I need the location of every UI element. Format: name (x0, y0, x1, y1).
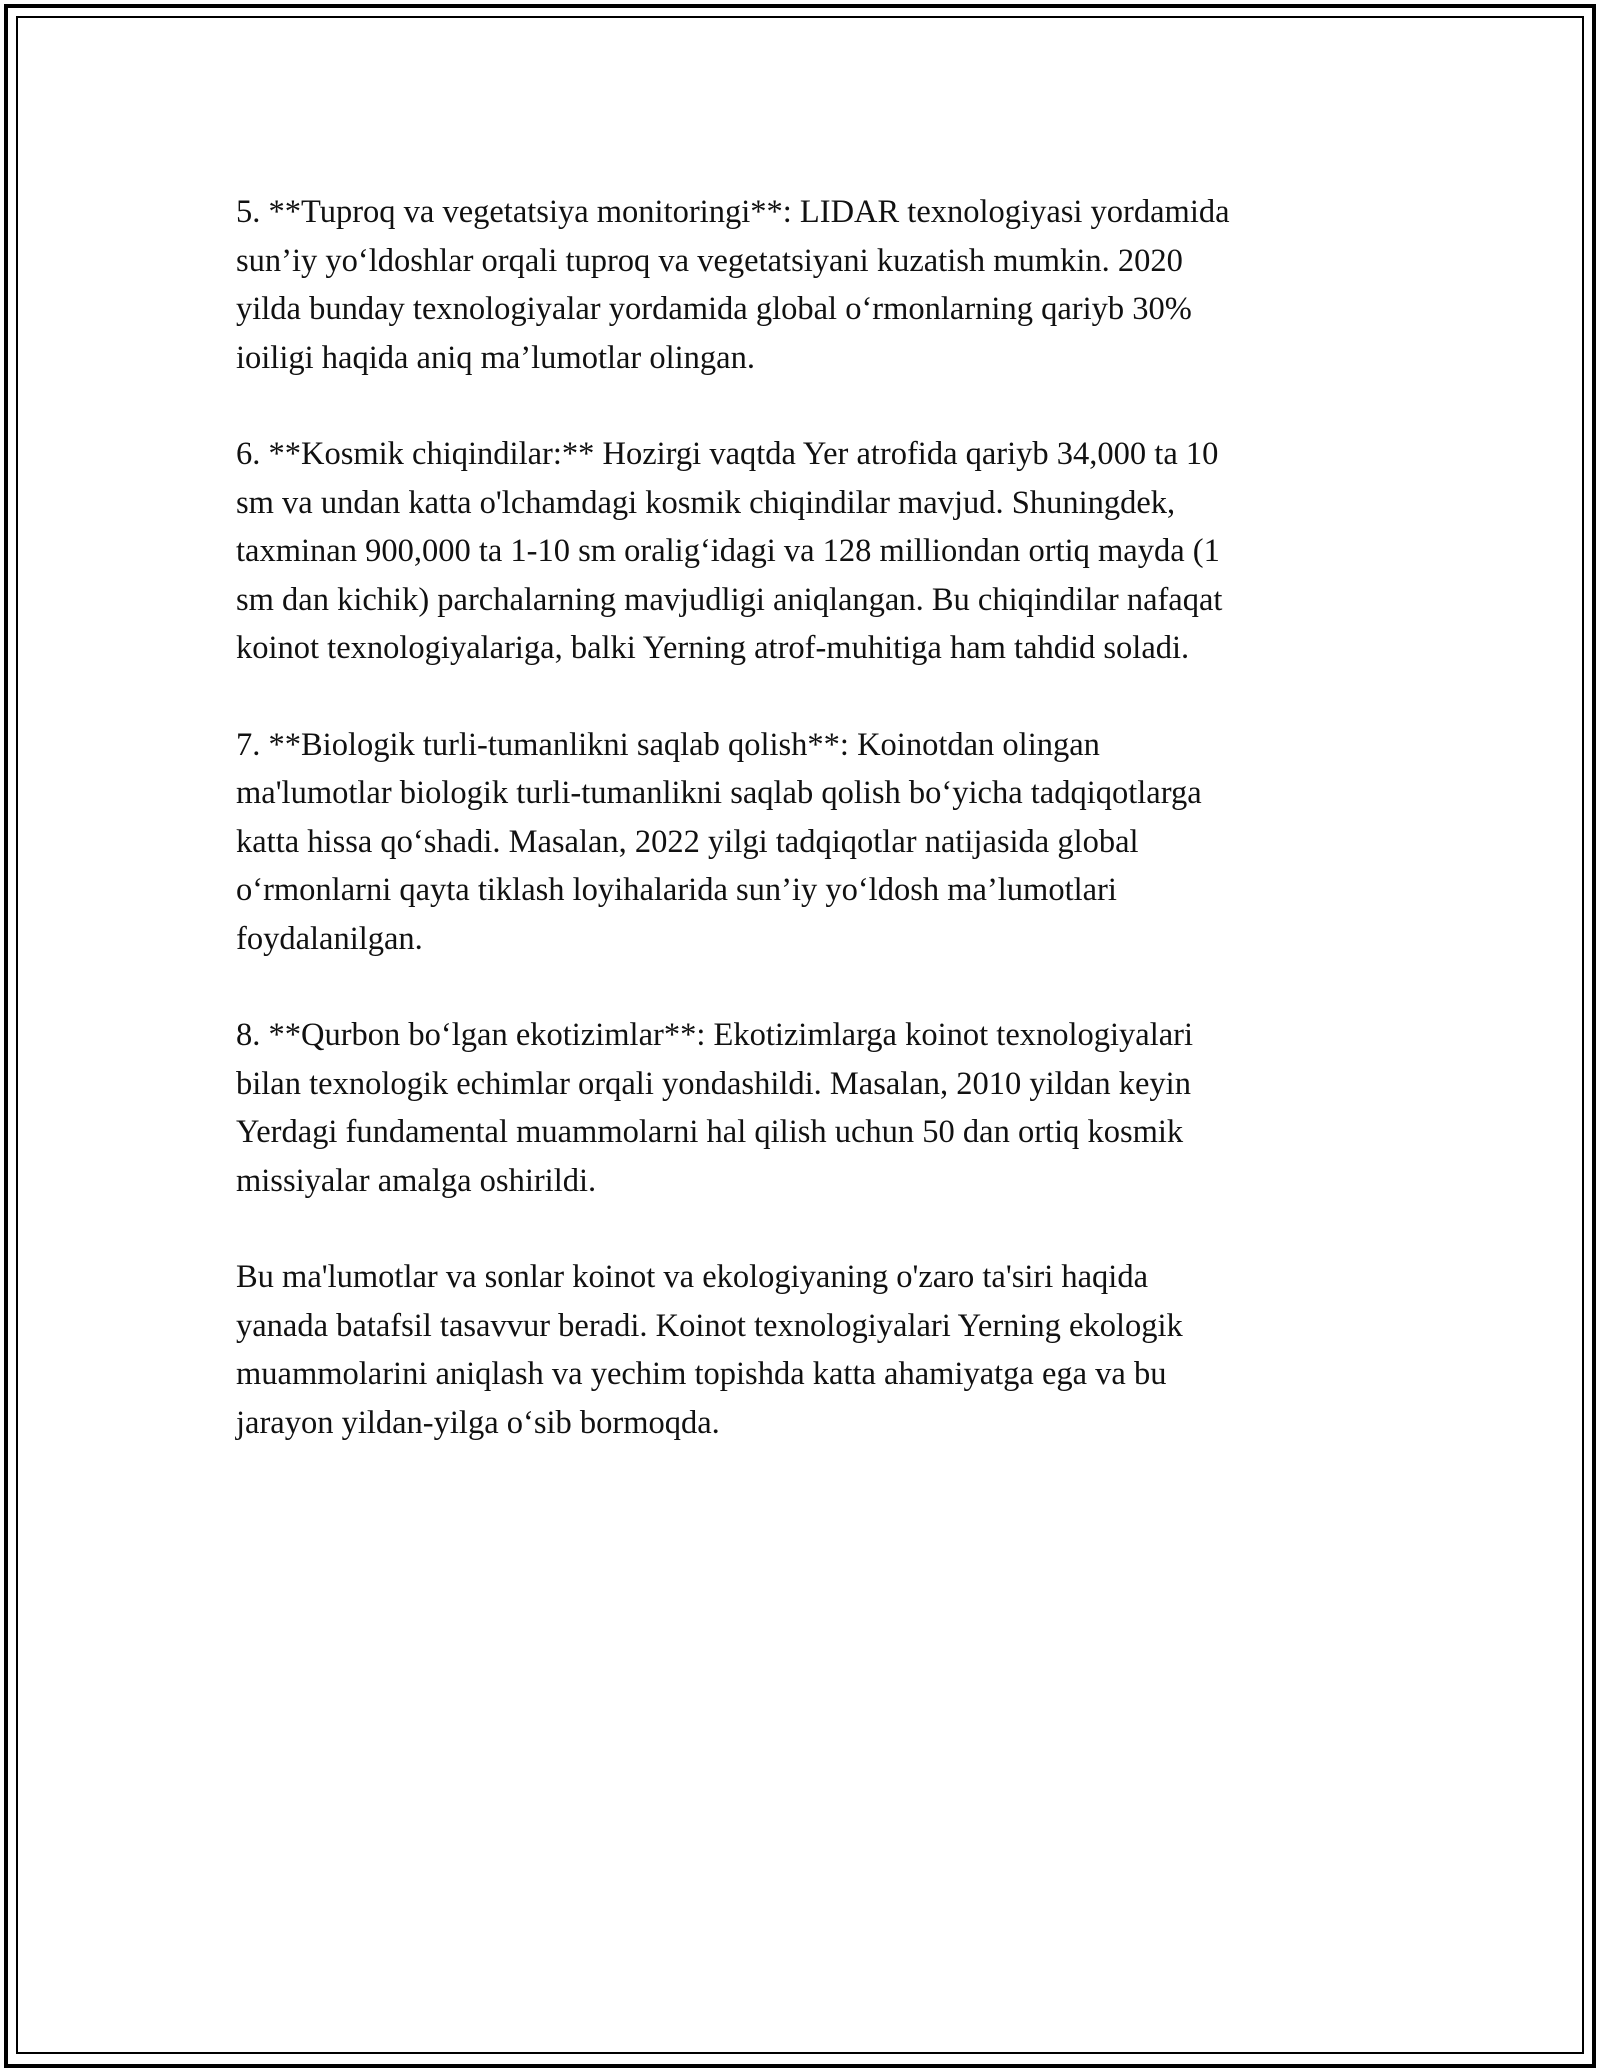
text-line: Bu ma'lumotlar va sonlar koinot va ekologiyaning o'zaro ta'siri haqida (236, 1259, 1148, 1295)
text-line: sun’iy yo‘ldoshlar orqali tuproq va vegetatsiyani kuzatish mumkin. 2020 (236, 242, 1183, 279)
text-line: 6. **Kosmik chiqindilar:** Hozirgi vaqtda Yer atrofida qariyb 34,000 ta 10 (236, 436, 1219, 472)
text-line: taxminan 900,000 ta 1-10 sm oralig‘idagi va 128 milliondan ortiq mayda (1 (236, 533, 1220, 569)
text-line: sm dan kichik) parchalarning mavjudligi aniqlangan. Bu chiqindilar nafaqat (236, 581, 1223, 618)
text-line: yilda bunday texnologiyalar yordamida global o‘rmonlarning qariyb 30% (236, 291, 1192, 327)
paragraph-affected-ecosystems (236, 1011, 1376, 1205)
text-line: jarayon yildan-yilga o‘sib bormoqda. (236, 1404, 720, 1441)
text-line: 7. **Biologik turli-tumanlikni saqlab qolish**: Koinotdan olingan (236, 726, 1100, 763)
text-line: foydalanilgan. (236, 920, 423, 957)
paragraph-soil-vegetation-monitoring (236, 188, 1376, 382)
text-line: ioiligi haqida aniq ma’lumotlar olingan. (236, 339, 755, 376)
text-line: o‘rmonlarni qayta tiklash loyihalarida sun’iy yo‘ldosh ma’lumotlari (236, 872, 1117, 908)
text-line: Yerdagi fundamental muammolarni hal qilish uchun 50 dan ortiq kosmik (236, 1114, 1184, 1150)
text-line: missiyalar amalga oshirildi. (236, 1162, 597, 1199)
document-body (236, 188, 1376, 1495)
paragraph-space-debris (236, 430, 1376, 673)
text-line: 5. **Tuproq va vegetatsiya monitoringi**: LIDAR texnologiyasi yordamida (236, 194, 1230, 230)
text-line: 8. **Qurbon bo‘lgan ekotizimlar**: Ekotizimlarga koinot texnologiyalari (236, 1017, 1194, 1053)
text-line: bilan texnologik echimlar orqali yondashildi. Masalan, 2010 yildan keyin (236, 1065, 1191, 1102)
text-line: yanada batafsil tasavvur beradi. Koinot texnologiyalari Yerning ekologik (236, 1307, 1183, 1344)
paragraph-conclusion (236, 1253, 1376, 1447)
text-line: katta hissa qo‘shadi. Masalan, 2022 yilgi tadqiqotlar natijasida global (236, 823, 1139, 860)
text-line: koinot texnologiyalariga, balki Yerning atrof-muhitiga ham tahdid soladi. (236, 630, 1190, 666)
text-line: muammolarini aniqlash va yechim topishda katta ahamiyatga ega va bu (236, 1356, 1167, 1392)
text-line: ma'lumotlar biologik turli-tumanlikni saqlab qolish bo‘yicha tadqiqotlarga (236, 775, 1202, 811)
text-line: sm va undan katta o'lchamdagi kosmik chiqindilar mavjud. Shuningdek, (236, 484, 1176, 521)
paragraph-biodiversity (236, 721, 1376, 964)
